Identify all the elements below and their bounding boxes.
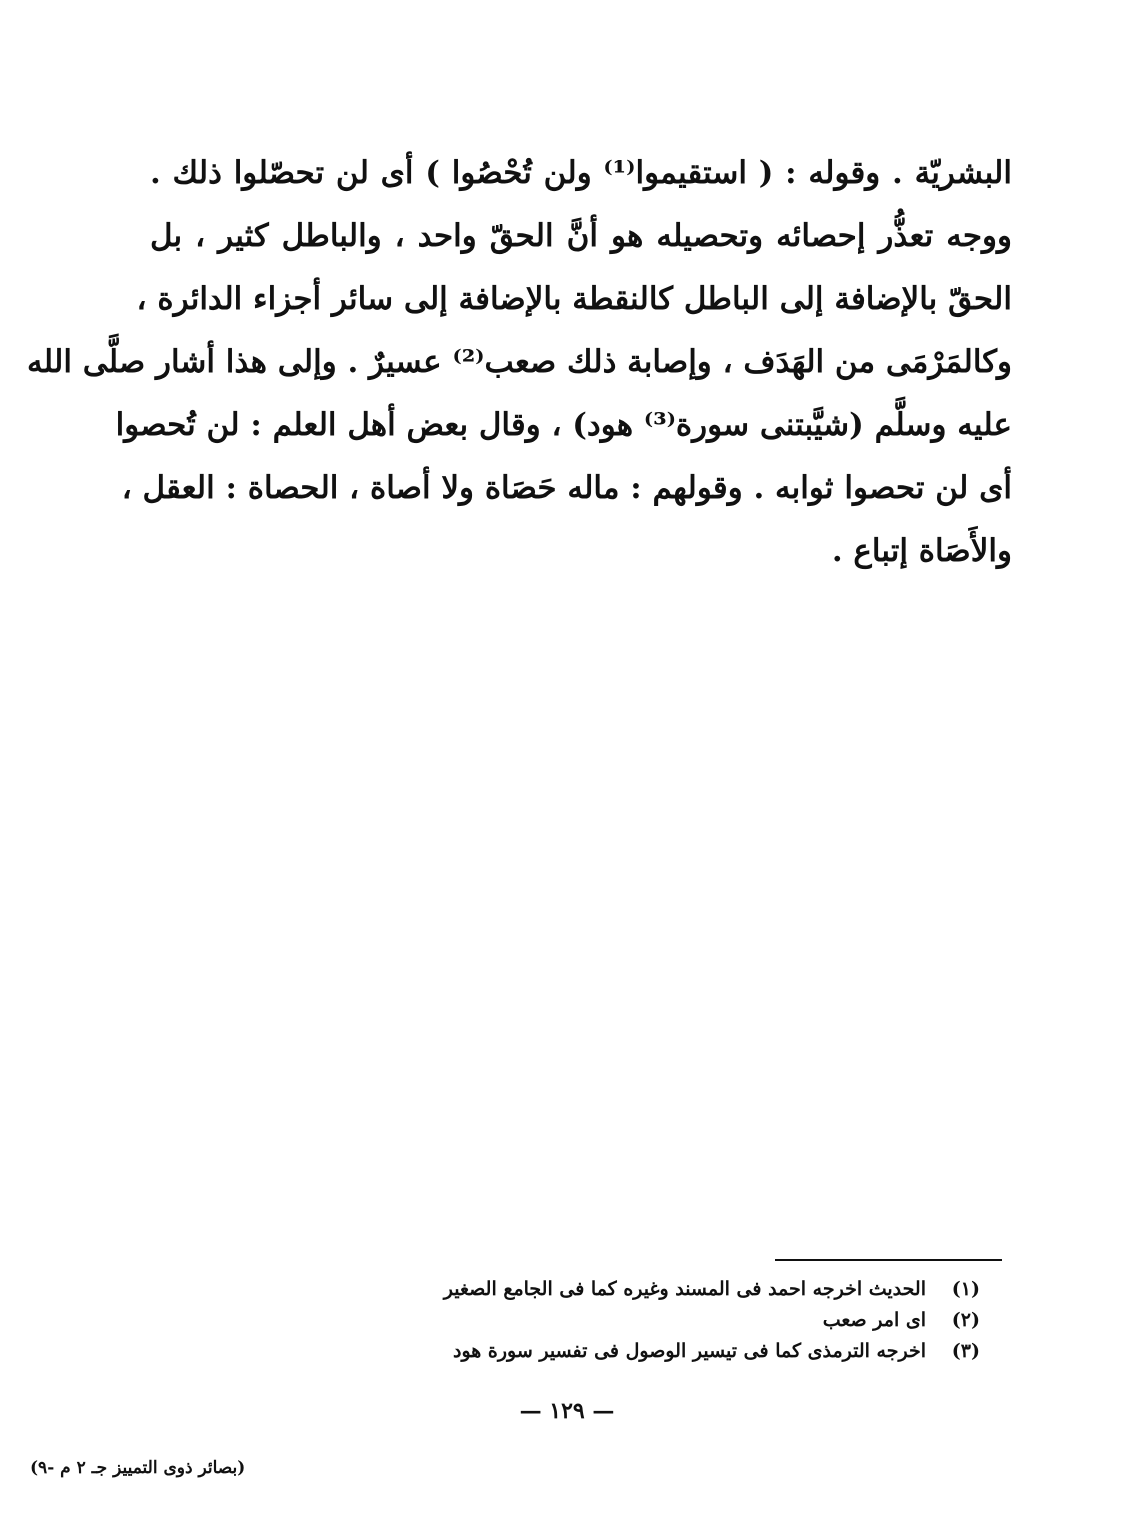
- text-line-4: وكالمَرْمَى من الهَدَف ، وإصابة ذلك صعب⁽²⁾ عسيرٌ . وإلى هذا أشار صلَّى الله: [27, 344, 1012, 380]
- footnote-text: الحديث اخرجه احمد فى المسند وغيره كما فى الجامع الصغير: [443, 1278, 926, 1300]
- text-line-5: عليه وسلَّم (شيَّبتنى سورة⁽³⁾ هود) ، وقال بعض أهل العلم : لن تُحصوا: [115, 407, 1012, 443]
- footnote-number: (١): [951, 1278, 980, 1300]
- page-number: — ١٢٩ —: [519, 1398, 615, 1424]
- footnote-number: (٢): [951, 1309, 980, 1331]
- text-line-7: والأَصَاة إتباع .: [831, 533, 1012, 569]
- footnotes-block: [300, 1274, 980, 1367]
- main-text-block: [27, 142, 1012, 583]
- signature-mark: (بصائر ذوى التمييز جـ ٢ م -٩): [30, 1458, 246, 1478]
- text-line-6: أى لن تحصوا ثوابه . وقولهم : ماله حَصَاة ولا أصاة ، الحصاة : العقل ،: [121, 470, 1012, 506]
- footnote-2: [300, 1305, 980, 1336]
- footnote-text: اى امر صعب: [822, 1309, 926, 1331]
- footnote-1: [300, 1274, 980, 1305]
- text-line-2: ووجه تعذُّر إحصائه وتحصيله هو أنَّ الحقّ واحد ، والباطل كثير ، بل: [150, 218, 1012, 254]
- footnote-number: (٣): [951, 1340, 980, 1362]
- footnote-text: اخرجه الترمذى كما فى تيسير الوصول فى تفسير سورة هود: [453, 1340, 926, 1362]
- footnote-3: [300, 1336, 980, 1367]
- footnote-separator-rule: [775, 1259, 1002, 1261]
- text-line-3: الحقّ بالإضافة إلى الباطل كالنقطة بالإضافة إلى سائر أجزاء الدائرة ،: [136, 281, 1012, 317]
- text-line-1: البشريّة . وقوله : ( استقيموا⁽¹⁾ ولن تُحْصُوا ) أى لن تحصّلوا ذلك .: [150, 155, 1012, 191]
